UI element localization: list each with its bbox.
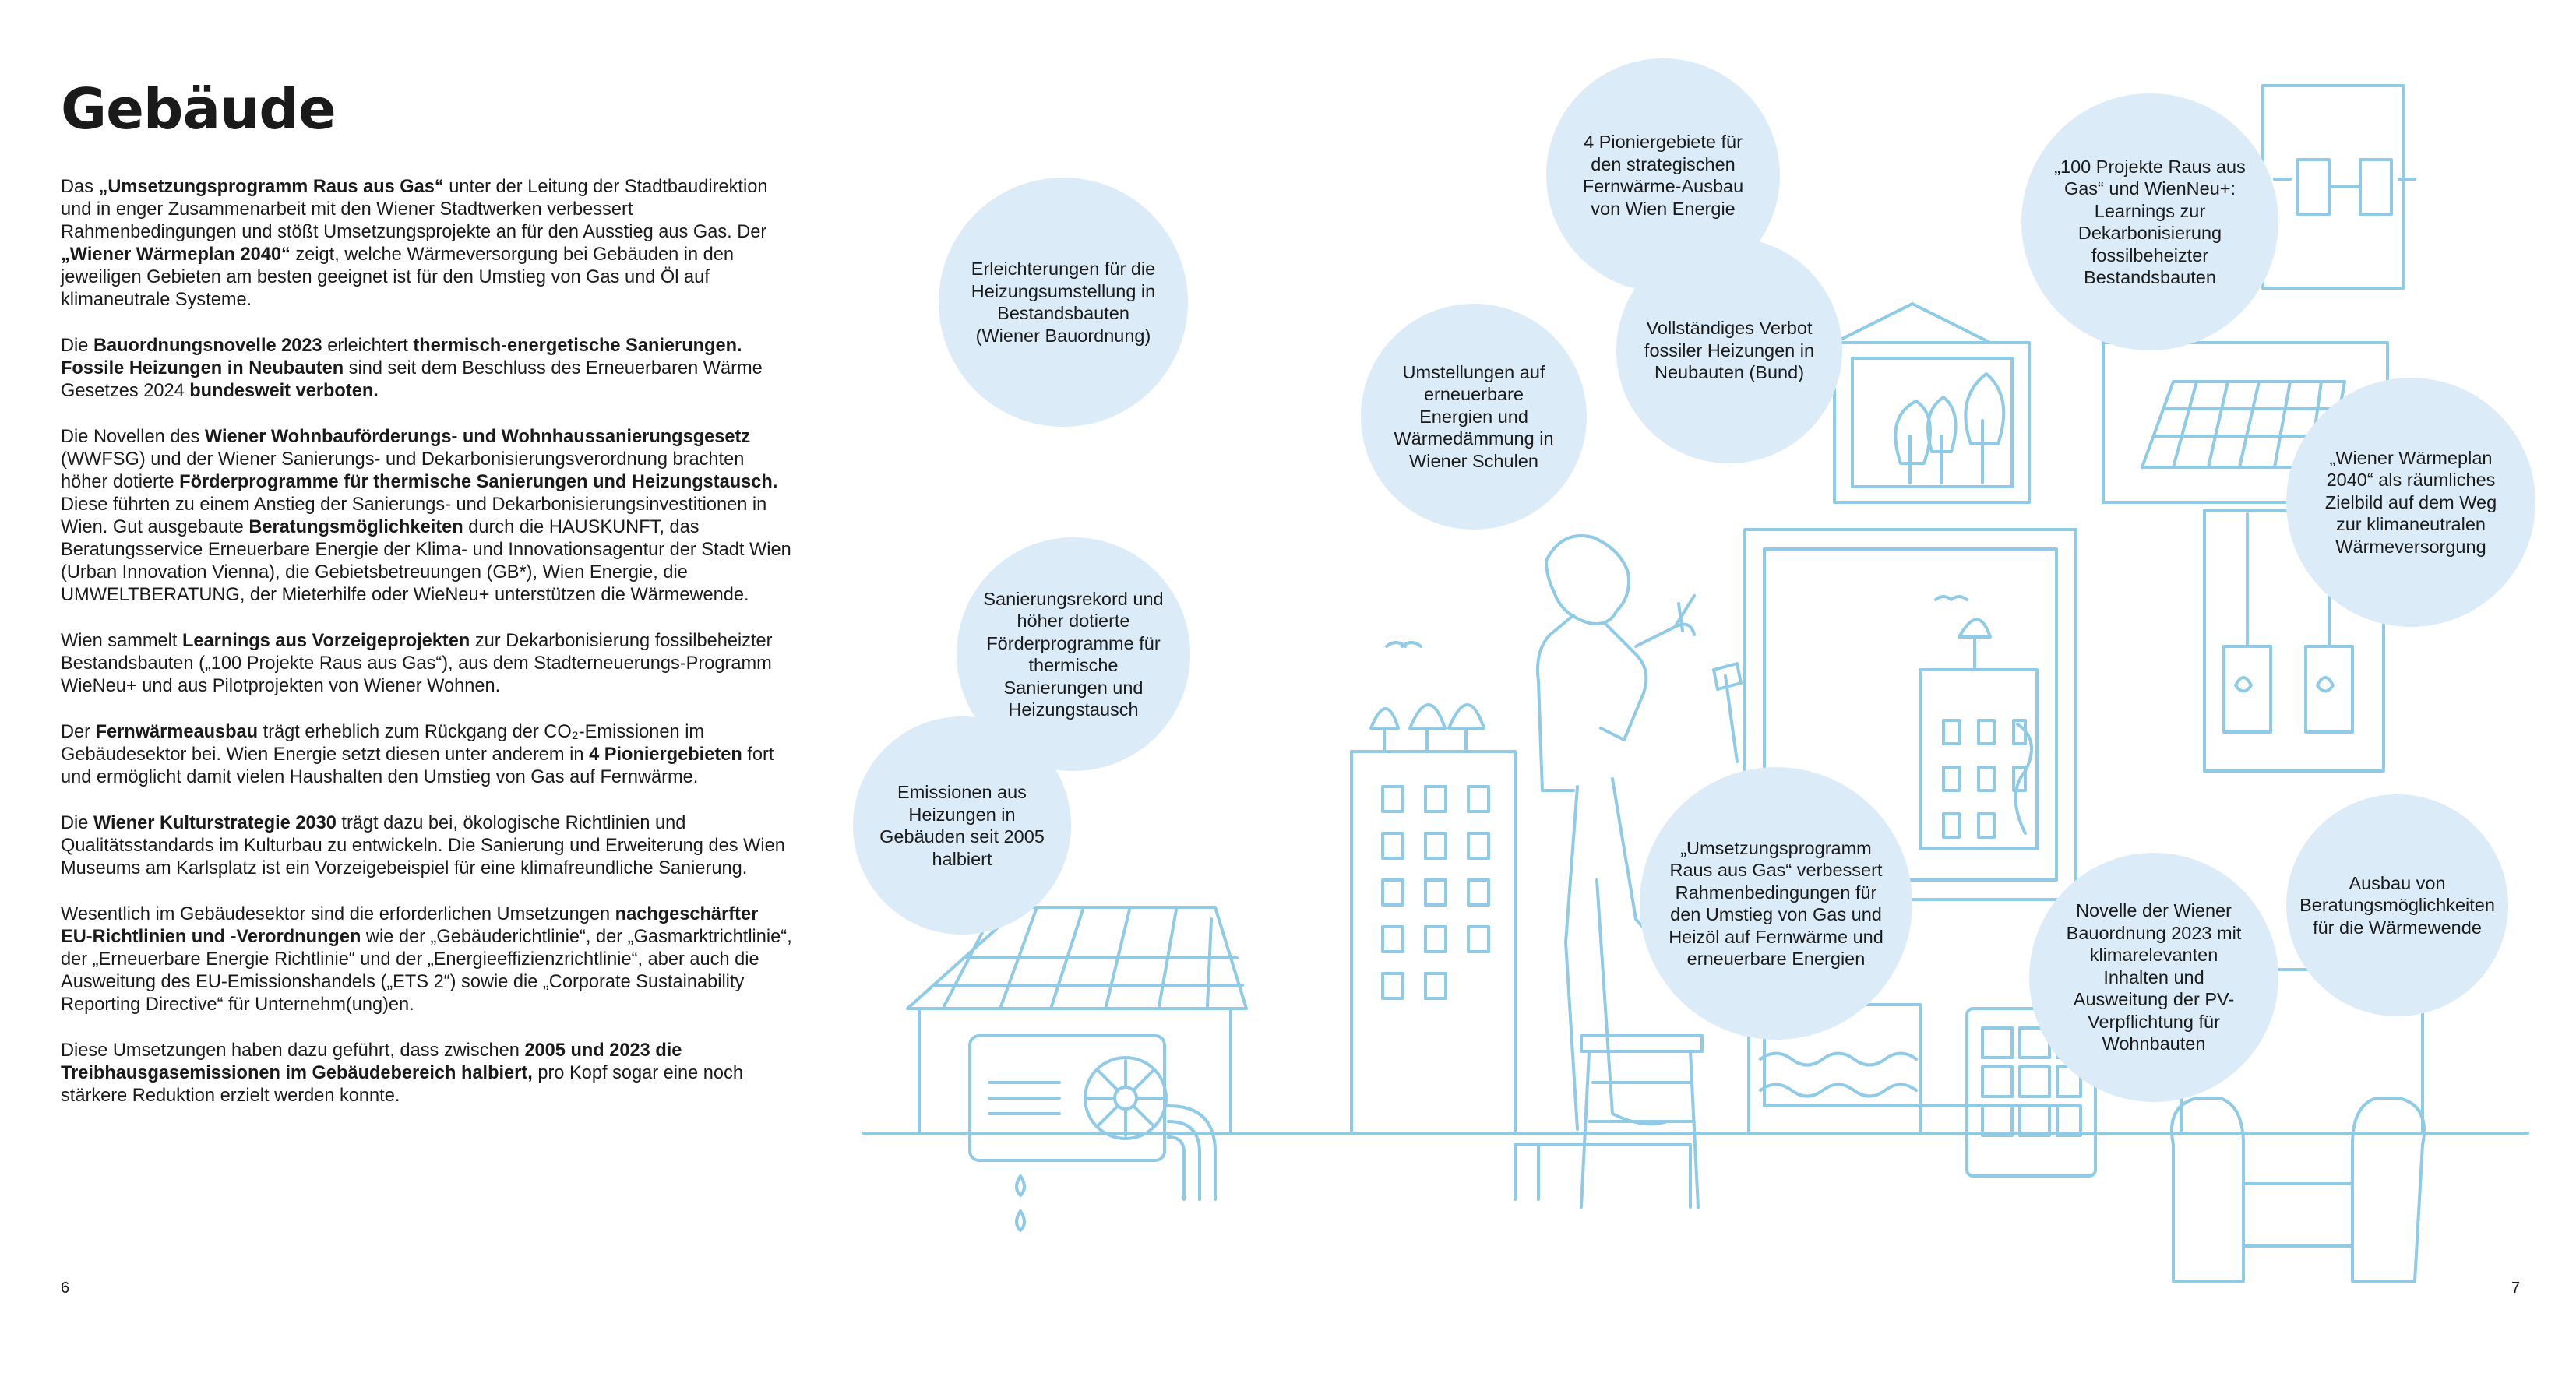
text-run: Wien sammelt xyxy=(61,631,183,651)
framed-trees-picture-icon xyxy=(1834,304,2029,502)
bold-text: nachgeschärfter EU-Richtlinien und -Verordnungen xyxy=(61,904,759,947)
text-run: zeigt, welche Wärmeversorgung bei Gebäuden in den jeweiligen Gebieten am besten geeignet ist für den Umstieg von Gas und Öl auf klimaneutrale Systeme. xyxy=(61,245,735,310)
heat-pump-diagram-icon xyxy=(2263,86,2415,288)
text-run: Die Novellen des xyxy=(61,427,205,447)
bubble-umsetzungsprogramm: „Umsetzungsprogramm Raus aus Gas“ verbessert Rahmenbedingungen für den Umstieg von Gas und Heizöl auf Fernwärme und erneuerbare Energien xyxy=(1640,767,1912,1040)
bold-text: Wiener Kulturstrategie 2030 xyxy=(93,813,337,833)
text-run: Die xyxy=(61,813,93,833)
bold-text: Wiener Wohnbauförderungs- und Wohnhaussanierungsgesetz xyxy=(204,427,751,447)
bold-text: Förderprogramme für thermische Sanierungen und Heizungstausch. xyxy=(179,472,778,492)
bubble-umstellungen-schulen: Umstellungen auf erneuerbare Energien und Wärmedämmung in Wiener Schulen xyxy=(1361,304,1587,530)
bubble-sanierungsrekord: Sanierungsrekord und höher dotierte Förderprogramme für thermische Sanierungen und Heizungstausch xyxy=(957,537,1190,771)
bold-text: 2005 und 2023 die Treibhausgasemissionen im Gebäudebereich halbiert, xyxy=(61,1040,682,1083)
bold-text: Learnings aus Vorzeigeprojekten xyxy=(182,631,470,651)
text-run: wie der „Gebäuderichtlinie“, der „Gasmarktrichtlinie“, der „Erneuerbare Energie Richtlinie“ und der „Energieeffizienzrichtlinie“, aber auch die Ausweitung des EU-Emissionshandels („ETS 2“) sowie die „Corporate Sustainability Reporting Directive“ für Unternehm(ung)en. xyxy=(61,927,792,1015)
text-run: Das xyxy=(61,177,99,197)
text-run: (WWFSG) und der Wiener Sanierungs- und Dekarbonisierungsverordnung brachten höher dotierte xyxy=(61,449,745,492)
text-run: sind seit dem Beschluss des Erneuerbaren Wärme Gesetzes 2024 xyxy=(61,358,763,401)
text-run: zur Dekarbonisierung fossilbeheizter Bestandsbauten („100 Projekte Raus aus Gas“), aus dem Stadterneuerungs-Programm WieNeu+ und aus Pilotprojekten von Wiener Wohnen. xyxy=(61,631,773,696)
bold-text: 4 Pioniergebieten xyxy=(589,745,742,765)
bold-text: Fernwärmeausbau xyxy=(95,722,259,742)
page-number-right: 7 xyxy=(2511,1280,2521,1297)
bold-text: Bauordnungsnovelle 2023 xyxy=(93,336,322,356)
text-run: erleichtert xyxy=(322,336,414,356)
bubble-100-projekte: „100 Projekte Raus aus Gas“ und WienNeu+: Learnings zur Dekarbonisierung fossilbeheizter Bestandsbauten xyxy=(2021,93,2278,350)
page-number-left: 6 xyxy=(61,1280,70,1297)
text-run: trägt dazu bei, ökologische Richtlinien und Qualitätsstandards im Kulturbau zu entwickeln. Die Sanierung und Erweiterung des Wien Museums am Karlsplatz ist ein Vorzeigebeispiel für eine klimafreundliche Sanierung. xyxy=(61,813,785,878)
text-run: Diese führten zu einem Anstieg der Sanierungs- und Dekarbonisierungsinvestitionen in Wien. Gut ausgebaute xyxy=(61,495,767,537)
bold-text: „Wiener Wärmeplan 2040“ xyxy=(61,245,291,265)
bold-text: Beratungsmöglichkeiten xyxy=(248,517,463,537)
bubble-pioniergebiete: 4 Pioniergebiete für den strategischen Fernwärme-Ausbau von Wien Energie xyxy=(1546,58,1780,292)
text-run: durch die HAUSKUNFT, das Beratungsservice Erneuerbare Energie der Klima- und Innovationsagentur der Stadt Wien (Urban Innovation Vienna), die Gebietsbetreuungen (GB*), Wien Energie, die UMWELTBERATUNG, der Mieterhilfe oder WieNeu+ unterstützen die Wärmewende. xyxy=(61,517,791,605)
apartment-building-icon xyxy=(1351,642,1515,1133)
page-title: Gebäude xyxy=(61,76,336,142)
text-run: fort und ermöglicht damit vielen Haushalten den Umstieg von Gas auf Fernwärme. xyxy=(61,745,774,787)
bubble-verbot-fossiler-heizungen: Vollständiges Verbot fossiler Heizungen in Neubauten (Bund) xyxy=(1616,238,1842,463)
bubble-novelle-bauordnung-2023: Novelle der Wiener Bauordnung 2023 mit klimarelevanten Inhalten und Ausweitung der PV-Verpflichtung für Wohnbauten xyxy=(2029,853,2278,1102)
bubble-emissionen-halbiert: Emissionen aus Heizungen in Gebäuden seit 2005 halbiert xyxy=(853,716,1071,935)
bold-text: bundesweit verboten. xyxy=(189,381,379,401)
solar-house-icon xyxy=(907,907,1246,1230)
bubble-waermeplan-2040: „Wiener Wärmeplan 2040“ als räumliches Zielbild auf dem Weg zur klimaneutralen Wärmeversorgung xyxy=(2286,378,2535,627)
bubble-beratungsmoeglichkeiten: Ausbau von Beratungsmöglichkeiten für die Wärmewende xyxy=(2286,794,2508,1016)
text-run: pro Kopf sogar eine noch stärkere Reduktion erzielt werden konnte. xyxy=(61,1063,743,1106)
bubble-bauordnung-erleichterungen: Erleichterungen für die Heizungsumstellung in Bestandsbauten (Wiener Bauordnung) xyxy=(939,178,1188,427)
text-run: trägt erheblich zum Rückgang der CO₂-Emissionen im Gebäudesektor bei. Wien Energie setzt diesen unter anderem in xyxy=(61,722,705,765)
text-run: Wesentlich im Gebäudesektor sind die erforderlichen Umsetzungen xyxy=(61,904,615,924)
text-run: Diese Umsetzungen haben dazu geführt, dass zwischen xyxy=(61,1040,525,1061)
text-run: Die xyxy=(61,336,93,356)
text-run: Der xyxy=(61,722,96,742)
text-run: unter der Leitung der Stadtbaudirektion und in enger Zusammenarbeit mit den Wiener Stadtwerken verbessert Rahmenbedingungen und stößt Umsetzungsprojekte an für den Ausstieg aus Gas. Der xyxy=(61,177,768,242)
bold-text: „Umsetzungsprogramm Raus aus Gas“ xyxy=(98,177,444,197)
bold-text: thermisch-energetische Sanierungen. Fossile Heizungen in Neubauten xyxy=(61,336,742,378)
